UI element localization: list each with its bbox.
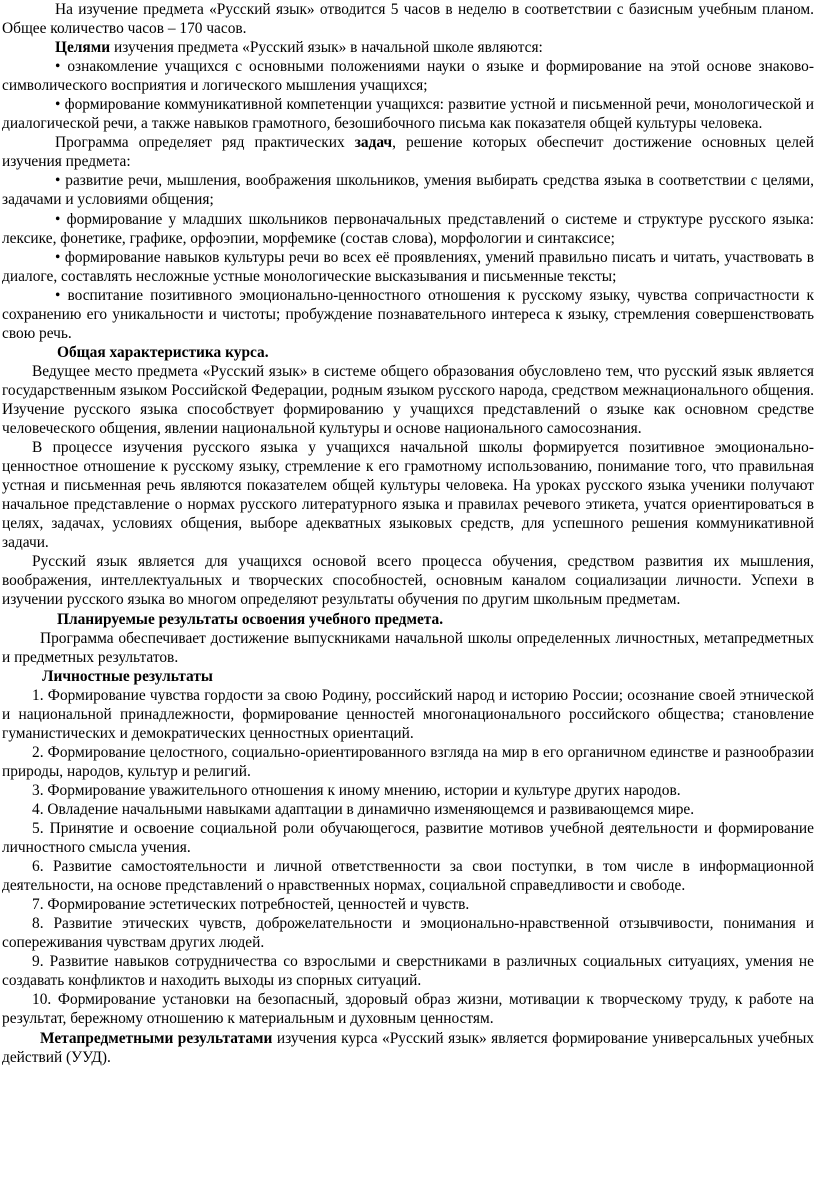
- tasks-intro-before: Программа определяет ряд практических: [55, 134, 355, 152]
- results-heading: Планируемые результаты освоения учебного предмета.: [57, 610, 444, 628]
- personal-results-heading: Личностные результаты: [42, 667, 213, 685]
- task-item: • развитие речи, мышления, воображения школьников, умения выбирать средства языка в соответствии с целями, задачами и условиями общения;: [2, 172, 814, 209]
- course-paragraph: Русский язык является для учащихся основой всего процесса обучения, средством развития их мышления, воображения, интеллектуальных и творческих способностей, основным каналом социализации личности. Успехи в изучении русского языка во многом определяют результаты обучения по другим школьным предметам.: [2, 553, 814, 609]
- meta-results-label: Метапредметными результатами: [40, 1029, 273, 1047]
- tasks-label: задач: [354, 134, 393, 152]
- results-intro-paragraph: Программа обеспечивает достижение выпускниками начальной школы определенных личностных, метапредметных и предметных результатов.: [2, 629, 814, 666]
- task-item: • воспитание позитивного эмоционально-ценностного отношения к русскому языку, чувства сопричастности к сохранению его уникальности и чистоты; пробуждение познавательного интереса к языку, стремления совершенствовать свою речь.: [2, 286, 814, 342]
- course-paragraph: Ведущее место предмета «Русский язык» в системе общего образования обусловлено тем, что русский язык является государственным языком Российской Федерации, родным языком русского народа, средством межнационального общения. Изучение русского языка способствует формированию у учащихся представлений о языке как основном средстве человеческого общения, явлении национальной культуры и основе национального самосознания.: [2, 362, 814, 438]
- personal-result-item: 7. Формирование эстетических потребностей, ценностей и чувств.: [32, 896, 470, 914]
- task-item: • формирование у младших школьников первоначальных представлений о системе и структуре русского языка: лексике, фонетике, графике, орфоэпии, морфемике (состав слова), морфологии и синтаксисе;: [2, 210, 814, 247]
- goal-item: • формирование коммуникативной компетенции учащихся: развитие устной и письменной речи, монологической и диалогической речи, а также навыков грамотного, безошибочного письма как показателя общей культуры человека.: [2, 96, 814, 133]
- personal-result-item: 1. Формирование чувства гордости за свою Родину, российский народ и историю России; осознание своей этнической и национальной принадлежности, формирование ценностей многонационального российского общества; становление гуманистических и демократических ценностных ориентаций.: [2, 686, 814, 742]
- personal-result-item: 2. Формирование целостного, социально-ориентированного взгляда на мир в его органичном единстве и разнообразии природы, народов, культур и религий.: [2, 743, 814, 780]
- tasks-intro-after: , решение которых обеспечит достижение основных целей изучения предмета:: [2, 134, 814, 171]
- tasks-intro-paragraph: [2, 133, 814, 171]
- personal-result-item: 6. Развитие самостоятельности и личной ответственности за свои поступки, в том числе в информационной деятельности, на основе представлений о нравственных нормах, социальной справедливости и свободе.: [2, 858, 814, 895]
- goal-item: • ознакомление учащихся с основными положениями науки о языке и формирование на этой основе знаково-символического восприятия и логического мышления учащихся;: [2, 58, 814, 95]
- meta-results-paragraph: [2, 1029, 814, 1067]
- goals-intro-text: изучения предмета «Русский язык» в начальной школе являются:: [110, 39, 543, 57]
- personal-result-item: 8. Развитие этических чувств, доброжелательности и эмоционально-нравственной отзывчивости, понимания и сопереживания чувствам других людей.: [2, 915, 814, 952]
- goals-label: Целями: [55, 39, 111, 57]
- meta-results-text: изучения курса «Русский язык» является формирование универсальных учебных действий (УУД).: [2, 1029, 814, 1066]
- course-heading: Общая характеристика курса.: [57, 343, 269, 361]
- personal-result-item: 4. Овладение начальными навыками адаптации в динамично изменяющемся и развивающемся мире.: [32, 800, 695, 818]
- task-item: • формирование навыков культуры речи во всех её проявлениях, умений правильно писать и читать, участвовать в диалоге, составлять несложные устные монологические высказывания и письменные тексты;: [2, 248, 814, 285]
- personal-result-item: 9. Развитие навыков сотрудничества со взрослыми и сверстниками в различных социальных ситуациях, умения не создавать конфликтов и находить выходы из спорных ситуаций.: [2, 953, 814, 990]
- personal-result-item: 10. Формирование установки на безопасный, здоровый образ жизни, мотивации к творческому труду, к работе на результат, бережному отношению к материальным и духовным ценностям.: [2, 991, 814, 1028]
- personal-result-item: 3. Формирование уважительного отношения к иному мнению, истории и культуре других народов.: [32, 781, 681, 799]
- goals-intro-paragraph: [2, 38, 814, 57]
- course-paragraph: В процессе изучения русского языка у учащихся начальной школы формируется позитивное эмоционально-ценностное отношение к русскому языку, стремление к его грамотному использованию, понимание того, что правильная устная и письменная речь являются показателем общей культуры человека. На уроках русского языка ученики получают начальное представление о нормах русского литературного языка и правилах речевого этикета, учатся ориентироваться в целях, задачах, условиях общения, выборе адекватных языковых средств, для успешного решения коммуникативной задачи.: [2, 439, 814, 552]
- personal-result-item: 5. Принятие и освоение социальной роли обучающегося, развитие мотивов учебной деятельности и формирование личностного смысла учения.: [2, 820, 814, 857]
- hours-paragraph: На изучение предмета «Русский язык» отводится 5 часов в неделю в соответствии с базисным учебным планом. Общее количество часов – 170 часов.: [2, 1, 814, 38]
